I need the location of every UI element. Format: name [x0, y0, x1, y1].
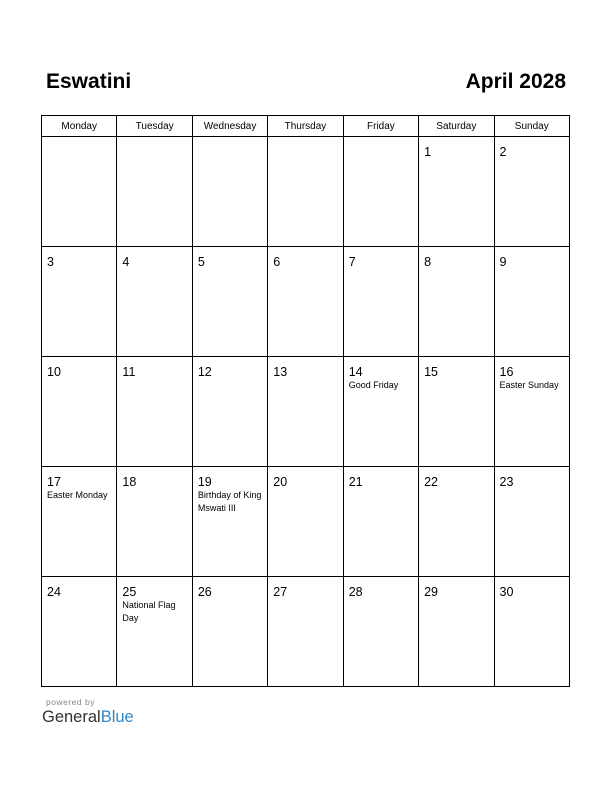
day-cell — [343, 577, 418, 687]
day-cell — [419, 577, 494, 687]
day-cell — [117, 137, 192, 247]
holiday-label: National Flag Day — [122, 600, 176, 623]
day-number: 22 — [424, 475, 439, 489]
weekday-header: Sunday — [494, 116, 569, 137]
day-number: 21 — [348, 475, 363, 489]
day-cell — [268, 467, 343, 577]
day-number: 4 — [122, 255, 130, 269]
day-number: 19 — [197, 475, 212, 489]
day-number: 26 — [197, 585, 212, 599]
day-number: 3 — [47, 255, 54, 269]
day-number: 17 — [47, 475, 61, 489]
holiday-label: Birthday of King Mswati III — [197, 490, 262, 513]
holiday-label: Easter Sunday — [499, 380, 559, 390]
country-title: Eswatini — [46, 70, 132, 93]
day-cell — [494, 247, 569, 357]
day-cell — [419, 137, 494, 247]
powered-by-text: powered by — [46, 697, 95, 707]
day-cell — [343, 467, 418, 577]
generalblue-logo[interactable] — [42, 707, 134, 727]
day-number: 13 — [273, 365, 288, 379]
day-cell — [343, 137, 418, 247]
day-cell — [343, 357, 418, 467]
day-number: 10 — [47, 365, 61, 379]
holiday-label: Easter Monday — [47, 490, 108, 500]
day-number: 28 — [348, 585, 363, 599]
footer-branding — [42, 697, 134, 727]
day-cell — [494, 357, 569, 467]
day-number: 14 — [348, 365, 363, 379]
day-cell — [494, 467, 569, 577]
day-number: 9 — [499, 255, 507, 269]
day-number: 12 — [197, 365, 212, 379]
day-number: 25 — [122, 585, 137, 599]
day-number: 27 — [273, 585, 288, 599]
day-number: 23 — [499, 475, 514, 489]
weekday-header: Thursday — [268, 116, 343, 137]
day-cell — [42, 577, 117, 687]
day-cell — [42, 357, 117, 467]
day-cell — [494, 577, 569, 687]
holiday-label: Good Friday — [348, 380, 399, 390]
day-cell — [42, 247, 117, 357]
day-number: 16 — [499, 365, 514, 379]
calendar-grid — [41, 115, 570, 687]
month-year-title: April 2028 — [465, 70, 566, 93]
day-cell — [268, 247, 343, 357]
day-cell — [117, 357, 192, 467]
day-cell — [494, 137, 569, 247]
day-number: 8 — [424, 255, 432, 269]
day-cell — [42, 137, 117, 247]
day-cell — [117, 577, 192, 687]
day-cell — [192, 577, 267, 687]
day-number: 7 — [348, 255, 356, 269]
day-number: 29 — [424, 585, 439, 599]
day-cell — [419, 247, 494, 357]
weekday-header-row — [42, 116, 570, 137]
brand-general: General — [42, 708, 101, 726]
day-cell — [117, 247, 192, 357]
week-row — [42, 247, 570, 357]
weekday-header: Friday — [343, 116, 418, 137]
day-number: 2 — [499, 145, 507, 159]
week-row — [42, 467, 570, 577]
week-row — [42, 137, 570, 247]
day-cell — [192, 137, 267, 247]
weekday-header: Wednesday — [192, 116, 267, 137]
day-number: 6 — [273, 255, 281, 269]
day-cell — [419, 357, 494, 467]
weekday-header: Saturday — [419, 116, 494, 137]
week-row — [42, 357, 570, 467]
day-cell — [42, 467, 117, 577]
day-number: 24 — [47, 585, 61, 599]
day-number: 11 — [122, 365, 136, 379]
day-cell — [268, 357, 343, 467]
day-cell — [343, 247, 418, 357]
day-cell — [192, 467, 267, 577]
day-cell — [268, 137, 343, 247]
brand-blue: Blue — [100, 708, 134, 726]
day-number: 18 — [122, 475, 137, 489]
day-number: 20 — [273, 475, 288, 489]
day-number: 30 — [499, 585, 514, 599]
day-cell — [192, 357, 267, 467]
day-number: 1 — [424, 145, 432, 159]
day-number: 15 — [424, 365, 439, 379]
day-number: 5 — [197, 255, 205, 269]
weekday-header: Tuesday — [117, 116, 192, 137]
week-row — [42, 577, 570, 687]
day-cell — [117, 467, 192, 577]
weekday-header: Monday — [42, 116, 117, 137]
day-cell — [268, 577, 343, 687]
day-cell — [192, 247, 267, 357]
day-cell — [419, 467, 494, 577]
